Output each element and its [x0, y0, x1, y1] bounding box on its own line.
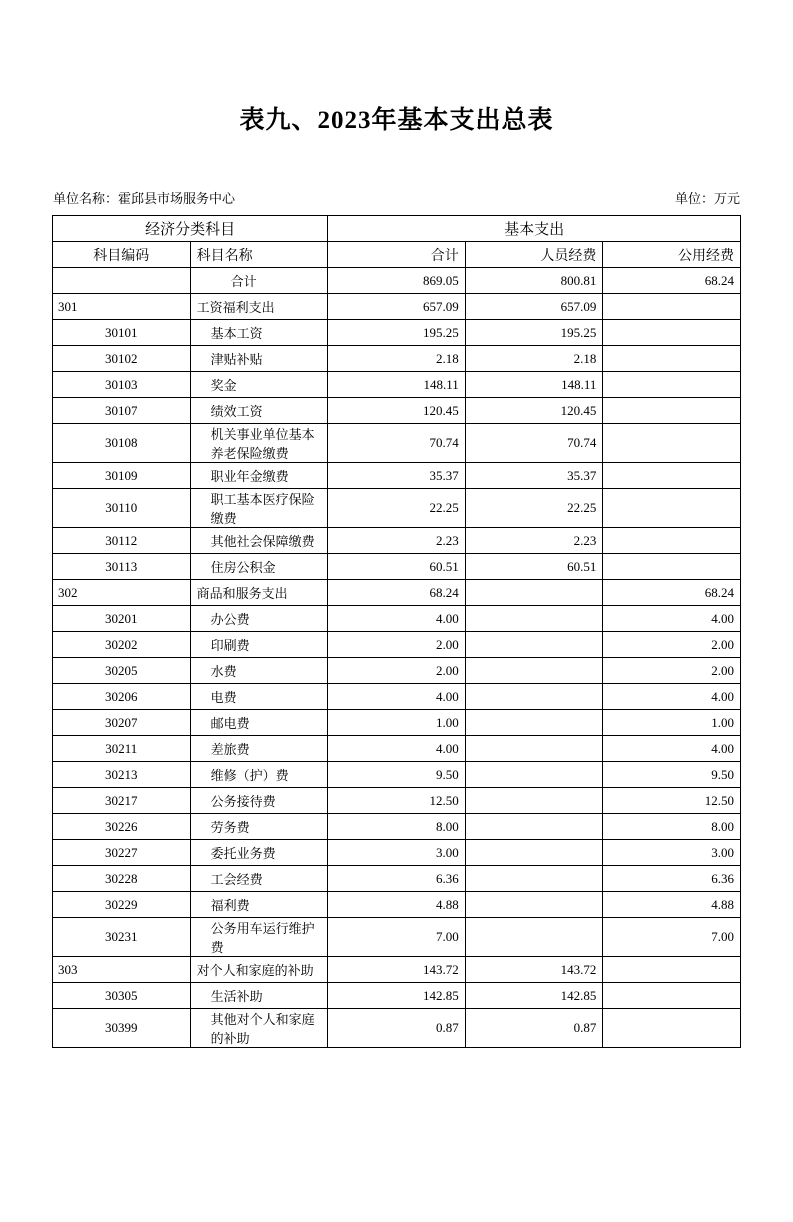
cell-total: 7.00	[328, 918, 466, 957]
cell-total: 148.11	[328, 372, 466, 398]
table-row	[53, 528, 741, 554]
cell-personnel	[465, 814, 603, 840]
cell-total: 0.87	[328, 1009, 466, 1048]
document-page	[0, 100, 793, 1222]
table-row	[53, 346, 741, 372]
cell-total: 869.05	[328, 268, 466, 294]
cell-name: 合计	[190, 268, 328, 294]
cell-name: 机关事业单位基本养老保险缴费	[190, 424, 328, 463]
cell-personnel	[465, 788, 603, 814]
cell-name: 水费	[190, 658, 328, 684]
cell-name: 其他社会保障缴费	[190, 528, 328, 554]
cell-personnel: 143.72	[465, 957, 603, 983]
cell-code: 30102	[53, 346, 191, 372]
unit-measure-label: 单位：万元	[674, 191, 740, 206]
basic-expenditure-table	[52, 215, 741, 1048]
cell-public	[603, 957, 741, 983]
column-header-personnel: 人员经费	[465, 242, 603, 268]
cell-name: 工会经费	[190, 866, 328, 892]
cell-total: 6.36	[328, 866, 466, 892]
cell-public	[603, 372, 741, 398]
column-header-public: 公用经费	[603, 242, 741, 268]
table-row	[53, 814, 741, 840]
cell-name: 委托业务费	[190, 840, 328, 866]
cell-total: 35.37	[328, 463, 466, 489]
cell-public	[603, 320, 741, 346]
cell-code: 30399	[53, 1009, 191, 1048]
cell-code: 303	[53, 957, 191, 983]
cell-personnel: 142.85	[465, 983, 603, 1009]
cell-personnel: 195.25	[465, 320, 603, 346]
cell-code: 30202	[53, 632, 191, 658]
cell-total: 2.00	[328, 632, 466, 658]
cell-public	[603, 1009, 741, 1048]
cell-public	[603, 398, 741, 424]
cell-total: 12.50	[328, 788, 466, 814]
table-group-header-row	[53, 216, 741, 242]
cell-public	[603, 554, 741, 580]
cell-personnel	[465, 918, 603, 957]
table-row	[53, 489, 741, 528]
cell-public: 7.00	[603, 918, 741, 957]
cell-code: 30110	[53, 489, 191, 528]
cell-name: 电费	[190, 684, 328, 710]
column-header-name: 科目名称	[190, 242, 328, 268]
cell-personnel	[465, 632, 603, 658]
cell-total: 195.25	[328, 320, 466, 346]
cell-code: 30109	[53, 463, 191, 489]
cell-code: 30228	[53, 866, 191, 892]
cell-public	[603, 346, 741, 372]
cell-personnel	[465, 892, 603, 918]
cell-total: 2.23	[328, 528, 466, 554]
cell-name: 公务接待费	[190, 788, 328, 814]
cell-public	[603, 528, 741, 554]
cell-public: 2.00	[603, 658, 741, 684]
cell-personnel	[465, 606, 603, 632]
group-header-economic-category: 经济分类科目	[53, 216, 328, 242]
cell-personnel: 800.81	[465, 268, 603, 294]
cell-total: 4.00	[328, 684, 466, 710]
cell-public: 3.00	[603, 840, 741, 866]
cell-name: 工资福利支出	[190, 294, 328, 320]
cell-name: 生活补助	[190, 983, 328, 1009]
table-row	[53, 957, 741, 983]
table-row	[53, 632, 741, 658]
cell-total: 4.00	[328, 606, 466, 632]
cell-public: 8.00	[603, 814, 741, 840]
table-row	[53, 294, 741, 320]
table-head	[53, 216, 741, 268]
table-row	[53, 606, 741, 632]
table-row	[53, 788, 741, 814]
page-title: 表九、2023年基本支出总表	[239, 107, 554, 134]
table-row	[53, 268, 741, 294]
table-row	[53, 736, 741, 762]
cell-code: 30207	[53, 710, 191, 736]
cell-personnel: 120.45	[465, 398, 603, 424]
cell-total: 4.88	[328, 892, 466, 918]
cell-personnel	[465, 580, 603, 606]
cell-personnel: 657.09	[465, 294, 603, 320]
cell-name: 印刷费	[190, 632, 328, 658]
cell-code	[53, 268, 191, 294]
document-meta	[52, 188, 741, 207]
cell-code: 30211	[53, 736, 191, 762]
column-header-code: 科目编码	[53, 242, 191, 268]
cell-public: 4.00	[603, 736, 741, 762]
cell-total: 142.85	[328, 983, 466, 1009]
cell-code: 30227	[53, 840, 191, 866]
cell-code: 30107	[53, 398, 191, 424]
cell-name: 其他对个人和家庭的补助	[190, 1009, 328, 1048]
cell-code: 30229	[53, 892, 191, 918]
cell-name: 奖金	[190, 372, 328, 398]
cell-total: 1.00	[328, 710, 466, 736]
cell-public: 2.00	[603, 632, 741, 658]
column-header-total: 合计	[328, 242, 466, 268]
cell-code: 30108	[53, 424, 191, 463]
cell-total: 3.00	[328, 840, 466, 866]
table-row	[53, 684, 741, 710]
table-row	[53, 918, 741, 957]
cell-public: 12.50	[603, 788, 741, 814]
table-row	[53, 983, 741, 1009]
cell-name: 基本工资	[190, 320, 328, 346]
table-row	[53, 372, 741, 398]
cell-total: 143.72	[328, 957, 466, 983]
cell-public: 4.88	[603, 892, 741, 918]
cell-personnel	[465, 710, 603, 736]
group-header-basic-expenditure: 基本支出	[328, 216, 741, 242]
cell-name: 差旅费	[190, 736, 328, 762]
cell-name: 邮电费	[190, 710, 328, 736]
table-row	[53, 710, 741, 736]
cell-public: 9.50	[603, 762, 741, 788]
cell-total: 2.00	[328, 658, 466, 684]
cell-personnel	[465, 840, 603, 866]
unit-name-label: 单位名称：霍邱县市场服务中心	[53, 191, 236, 206]
cell-personnel: 22.25	[465, 489, 603, 528]
cell-name: 住房公积金	[190, 554, 328, 580]
cell-name: 职工基本医疗保险缴费	[190, 489, 328, 528]
table-row	[53, 320, 741, 346]
cell-name: 办公费	[190, 606, 328, 632]
table-row	[53, 463, 741, 489]
cell-name: 维修（护）费	[190, 762, 328, 788]
cell-total: 4.00	[328, 736, 466, 762]
cell-public	[603, 489, 741, 528]
cell-total: 657.09	[328, 294, 466, 320]
cell-public	[603, 294, 741, 320]
cell-code: 30101	[53, 320, 191, 346]
cell-total: 2.18	[328, 346, 466, 372]
cell-name: 福利费	[190, 892, 328, 918]
cell-code: 30213	[53, 762, 191, 788]
cell-name: 劳务费	[190, 814, 328, 840]
cell-personnel: 35.37	[465, 463, 603, 489]
cell-code: 302	[53, 580, 191, 606]
cell-public	[603, 983, 741, 1009]
cell-code: 301	[53, 294, 191, 320]
table-row	[53, 840, 741, 866]
table-row	[53, 866, 741, 892]
table-row	[53, 762, 741, 788]
table-row	[53, 892, 741, 918]
cell-personnel: 148.11	[465, 372, 603, 398]
cell-personnel	[465, 736, 603, 762]
cell-code: 30305	[53, 983, 191, 1009]
cell-public: 68.24	[603, 268, 741, 294]
cell-name: 津贴补贴	[190, 346, 328, 372]
cell-public	[603, 424, 741, 463]
cell-code: 30103	[53, 372, 191, 398]
cell-name: 对个人和家庭的补助	[190, 957, 328, 983]
cell-personnel: 60.51	[465, 554, 603, 580]
cell-personnel	[465, 658, 603, 684]
cell-personnel	[465, 762, 603, 788]
cell-total: 70.74	[328, 424, 466, 463]
cell-code: 30231	[53, 918, 191, 957]
cell-code: 30112	[53, 528, 191, 554]
cell-total: 8.00	[328, 814, 466, 840]
table-row	[53, 658, 741, 684]
cell-total: 120.45	[328, 398, 466, 424]
cell-code: 30113	[53, 554, 191, 580]
cell-public: 4.00	[603, 684, 741, 710]
table-row	[53, 580, 741, 606]
cell-name: 绩效工资	[190, 398, 328, 424]
table-column-header-row	[53, 242, 741, 268]
cell-name: 公务用车运行维护费	[190, 918, 328, 957]
cell-name: 职业年金缴费	[190, 463, 328, 489]
cell-public: 6.36	[603, 866, 741, 892]
cell-personnel	[465, 684, 603, 710]
cell-total: 68.24	[328, 580, 466, 606]
table-row	[53, 398, 741, 424]
cell-code: 30217	[53, 788, 191, 814]
cell-personnel: 2.23	[465, 528, 603, 554]
table-row	[53, 1009, 741, 1048]
table-body	[53, 268, 741, 1048]
table-row	[53, 554, 741, 580]
cell-public: 4.00	[603, 606, 741, 632]
cell-code: 30206	[53, 684, 191, 710]
cell-personnel	[465, 866, 603, 892]
cell-personnel: 0.87	[465, 1009, 603, 1048]
table-row	[53, 424, 741, 463]
cell-name: 商品和服务支出	[190, 580, 328, 606]
cell-code: 30205	[53, 658, 191, 684]
cell-code: 30226	[53, 814, 191, 840]
cell-public	[603, 463, 741, 489]
cell-personnel: 2.18	[465, 346, 603, 372]
cell-total: 22.25	[328, 489, 466, 528]
cell-public: 1.00	[603, 710, 741, 736]
cell-personnel: 70.74	[465, 424, 603, 463]
cell-public: 68.24	[603, 580, 741, 606]
cell-code: 30201	[53, 606, 191, 632]
cell-total: 9.50	[328, 762, 466, 788]
cell-total: 60.51	[328, 554, 466, 580]
